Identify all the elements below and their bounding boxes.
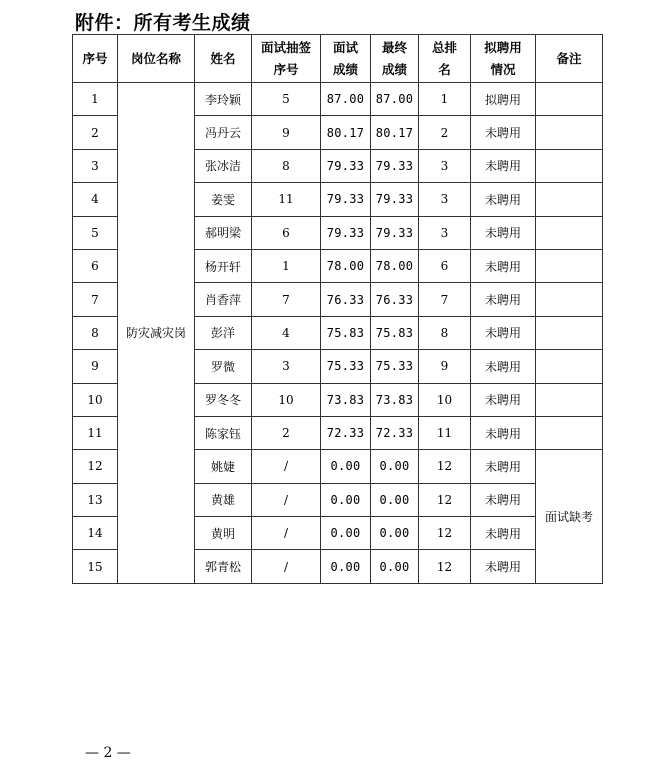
- cell-name: 罗冬冬: [195, 383, 252, 416]
- cell-final: 73.83: [371, 383, 419, 416]
- cell-score: 0.00: [321, 483, 371, 516]
- cell-score: 0.00: [321, 517, 371, 550]
- cell-score: 73.83: [321, 383, 371, 416]
- cell-final: 79.33: [371, 183, 419, 216]
- cell-status: 未聘用: [471, 416, 536, 449]
- cell-name: 冯丹云: [195, 116, 252, 149]
- cell-draw: 6: [252, 216, 321, 249]
- cell-seq: 2: [73, 116, 118, 149]
- cell-final: 0.00: [371, 550, 419, 583]
- cell-rank: 12: [419, 550, 471, 583]
- cell-seq: 13: [73, 483, 118, 516]
- col-header-draw: 面试抽签 序号: [252, 35, 321, 83]
- cell-rank: 7: [419, 283, 471, 316]
- cell-status: 未聘用: [471, 350, 536, 383]
- cell-final: 0.00: [371, 483, 419, 516]
- cell-note: [536, 183, 603, 216]
- cell-draw: 5: [252, 83, 321, 116]
- cell-final: 75.33: [371, 350, 419, 383]
- cell-score: 72.33: [321, 416, 371, 449]
- cell-status: 未聘用: [471, 450, 536, 483]
- cell-draw: 9: [252, 116, 321, 149]
- cell-status: 未聘用: [471, 149, 536, 182]
- col-header-score: 面试 成绩: [321, 35, 371, 83]
- cell-draw: 8: [252, 149, 321, 182]
- cell-note: [536, 316, 603, 349]
- cell-note: [536, 283, 603, 316]
- cell-seq: 1: [73, 83, 118, 116]
- cell-final: 0.00: [371, 517, 419, 550]
- cell-note: [536, 83, 603, 116]
- cell-seq: 6: [73, 249, 118, 282]
- cell-rank: 12: [419, 450, 471, 483]
- cell-rank: 10: [419, 383, 471, 416]
- cell-score: 75.33: [321, 350, 371, 383]
- cell-rank: 2: [419, 116, 471, 149]
- cell-rank: 3: [419, 183, 471, 216]
- cell-seq: 11: [73, 416, 118, 449]
- cell-status: 未聘用: [471, 183, 536, 216]
- cell-rank: 12: [419, 517, 471, 550]
- cell-name: 陈家钰: [195, 416, 252, 449]
- cell-draw: 3: [252, 350, 321, 383]
- cell-note: [536, 249, 603, 282]
- cell-name: 黄明: [195, 517, 252, 550]
- cell-final: 0.00: [371, 450, 419, 483]
- table-row: [73, 83, 603, 116]
- cell-note: [536, 149, 603, 182]
- cell-note: [536, 216, 603, 249]
- cell-seq: 14: [73, 517, 118, 550]
- cell-score: 78.00: [321, 249, 371, 282]
- cell-status: 未聘用: [471, 116, 536, 149]
- document-title: 附件：所有考生成绩: [75, 12, 251, 34]
- cell-note: [536, 350, 603, 383]
- cell-draw: 2: [252, 416, 321, 449]
- cell-status: 未聘用: [471, 249, 536, 282]
- cell-draw: /: [252, 517, 321, 550]
- col-header-position: 岗位名称: [118, 35, 195, 83]
- page-number: — 2 —: [85, 745, 131, 761]
- cell-final: 87.00: [371, 83, 419, 116]
- col-header-name: 姓名: [195, 35, 252, 83]
- cell-status: 拟聘用: [471, 83, 536, 116]
- cell-status: 未聘用: [471, 316, 536, 349]
- cell-seq: 7: [73, 283, 118, 316]
- col-header-seq: 序号: [73, 35, 118, 83]
- cell-seq: 12: [73, 450, 118, 483]
- cell-score: 87.00: [321, 83, 371, 116]
- cell-draw: 7: [252, 283, 321, 316]
- cell-draw: /: [252, 483, 321, 516]
- cell-final: 80.17: [371, 116, 419, 149]
- cell-position: 防灾减灾岗: [118, 83, 195, 584]
- scores-table: [72, 34, 603, 584]
- cell-name: 彭洋: [195, 316, 252, 349]
- cell-name: 李玲颖: [195, 83, 252, 116]
- cell-note-absent: 面试缺考: [536, 450, 603, 584]
- col-header-rank: 总排 名: [419, 35, 471, 83]
- col-header-note: 备注: [536, 35, 603, 83]
- col-header-final: 最终 成绩: [371, 35, 419, 83]
- cell-rank: 6: [419, 249, 471, 282]
- cell-name: 郝明梁: [195, 216, 252, 249]
- cell-name: 黄雄: [195, 483, 252, 516]
- cell-score: 76.33: [321, 283, 371, 316]
- cell-rank: 8: [419, 316, 471, 349]
- cell-rank: 1: [419, 83, 471, 116]
- cell-seq: 8: [73, 316, 118, 349]
- cell-score: 0.00: [321, 550, 371, 583]
- cell-final: 72.33: [371, 416, 419, 449]
- header-row: [73, 35, 603, 83]
- cell-draw: 1: [252, 249, 321, 282]
- cell-name: 肖香萍: [195, 283, 252, 316]
- cell-status: 未聘用: [471, 383, 536, 416]
- cell-draw: 10: [252, 383, 321, 416]
- cell-score: 79.33: [321, 149, 371, 182]
- cell-final: 75.83: [371, 316, 419, 349]
- cell-name: 张冰洁: [195, 149, 252, 182]
- cell-seq: 5: [73, 216, 118, 249]
- cell-draw: 4: [252, 316, 321, 349]
- cell-status: 未聘用: [471, 283, 536, 316]
- cell-seq: 15: [73, 550, 118, 583]
- cell-score: 75.83: [321, 316, 371, 349]
- cell-status: 未聘用: [471, 550, 536, 583]
- cell-rank: 11: [419, 416, 471, 449]
- cell-seq: 9: [73, 350, 118, 383]
- cell-draw: /: [252, 550, 321, 583]
- cell-note: [536, 416, 603, 449]
- cell-seq: 4: [73, 183, 118, 216]
- cell-score: 0.00: [321, 450, 371, 483]
- cell-name: 姚婕: [195, 450, 252, 483]
- cell-rank: 3: [419, 216, 471, 249]
- cell-final: 79.33: [371, 216, 419, 249]
- cell-name: 郭青松: [195, 550, 252, 583]
- cell-status: 未聘用: [471, 517, 536, 550]
- cell-name: 杨开轩: [195, 249, 252, 282]
- cell-final: 78.00: [371, 249, 419, 282]
- cell-name: 姜雯: [195, 183, 252, 216]
- cell-score: 80.17: [321, 116, 371, 149]
- col-header-hire: 拟聘用 情况: [471, 35, 536, 83]
- cell-score: 79.33: [321, 216, 371, 249]
- cell-final: 76.33: [371, 283, 419, 316]
- cell-final: 79.33: [371, 149, 419, 182]
- cell-draw: /: [252, 450, 321, 483]
- cell-status: 未聘用: [471, 483, 536, 516]
- cell-draw: 11: [252, 183, 321, 216]
- cell-rank: 12: [419, 483, 471, 516]
- cell-score: 79.33: [321, 183, 371, 216]
- cell-rank: 3: [419, 149, 471, 182]
- cell-status: 未聘用: [471, 216, 536, 249]
- cell-seq: 3: [73, 149, 118, 182]
- cell-note: [536, 116, 603, 149]
- cell-seq: 10: [73, 383, 118, 416]
- cell-rank: 9: [419, 350, 471, 383]
- cell-name: 罗微: [195, 350, 252, 383]
- cell-note: [536, 383, 603, 416]
